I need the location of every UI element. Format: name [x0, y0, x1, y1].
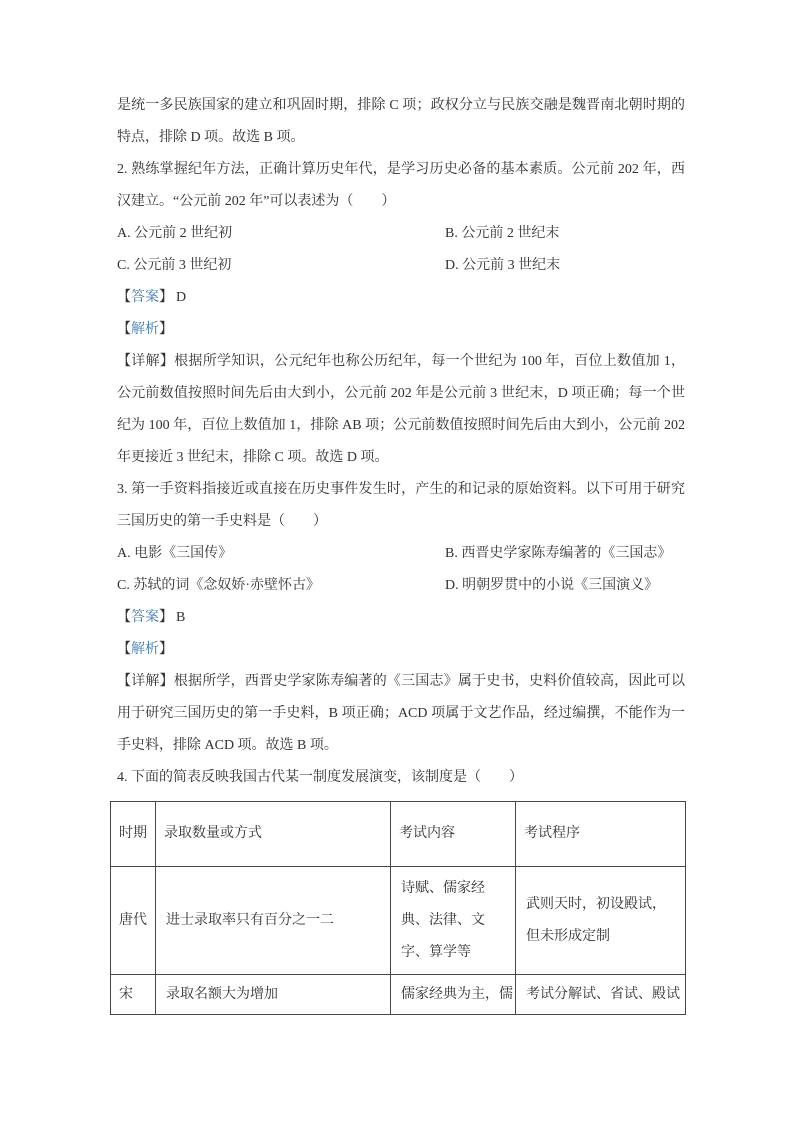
q2-option-d: D. 公元前 3 世纪末: [445, 258, 561, 273]
q3-options-row-1: [117, 538, 685, 570]
q3-option-d: D. 明朝罗贯中的小说《三国演义》: [445, 578, 659, 593]
q3-detail-explanation: 【详解】根据所学，西晋史学家陈寿编著的《三国志》属于史书，史料价值较高，因此可以用于研究三国历史的第一手史料，B 项正确；ACD 项属于文艺作品，经过编撰，不能作为一手史料，排除 ACD 项。故选 B 项。: [117, 674, 685, 753]
q4-table-header-exam-content: 考试内容: [391, 802, 516, 867]
q3-option-b: B. 西晋史学家陈寿编著的《三国志》: [445, 546, 672, 561]
q3-answer-value: B: [176, 610, 186, 625]
q3-options-row-2: [117, 570, 685, 602]
q2-option-a: A. 公元前 2 世纪初: [117, 226, 233, 241]
bracket-open: 【: [117, 642, 131, 657]
q4-table-header-row: [111, 802, 686, 867]
bracket-close: 】: [159, 642, 173, 657]
q4-cell-song-procedure: 考试分解试、省试、殿试: [516, 975, 686, 1015]
bracket-close: 】: [159, 610, 173, 625]
bracket-open: 【: [117, 290, 131, 305]
q1-explanation-tail: 是统一多民族国家的建立和巩固时期，排除 C 项；政权分立与民族交融是魏晋南北朝时期的特点，排除 D 项。故选 B 项。: [117, 98, 685, 145]
q3-option-a: A. 电影《三国传》: [117, 546, 233, 561]
q4-table-row-song: [111, 975, 686, 1015]
bracket-close: 】: [159, 290, 173, 305]
q4-table-row-tang: [111, 867, 686, 975]
answer-label: 答案: [131, 290, 159, 305]
q4-cell-tang-admission: 进士录取率只有百分之一二: [156, 867, 391, 975]
bracket-close: 】: [159, 322, 173, 337]
q3-analysis-line: [117, 634, 685, 666]
q4-cell-song-content: 儒家经典为主，儒: [391, 975, 516, 1015]
q4-stem: 4. 下面的简表反映我国古代某一制度发展演变，该制度是（ ）: [117, 770, 523, 785]
q2-option-c: C. 公元前 3 世纪初: [117, 258, 232, 273]
q4-cell-tang-content: 诗赋、儒家经典、法律、文字、算学等: [391, 867, 516, 975]
q3-stem: 3. 第一手资料指接近或直接在历史事件发生时，产生的和记录的原始资料。以下可用于研究三国历史的第一手史料是（ ）: [117, 482, 685, 529]
analysis-label: 解析: [131, 322, 159, 337]
q4-cell-song-admission: 录取名额大为增加: [156, 975, 391, 1015]
q2-answer-line: [117, 282, 685, 314]
q4-table-header-period: 时期: [111, 802, 156, 867]
bracket-open: 【: [117, 610, 131, 625]
q4-table-header-exam-procedure: 考试程序: [516, 802, 686, 867]
analysis-label: 解析: [131, 642, 159, 657]
q2-detail-explanation: 【详解】根据所学知识，公元纪年也称公历纪年，每一个世纪为 100 年，百位上数值加 1，公元前数值按照时间先后由大到小，公元前 202 年是公元前 3 世纪末，D 项正确；每一个世纪为 100 年，百位上数值加 1，排除 AB 项；公元前数值按照时间先后由大到小，公元前 202 年更接近 3 世纪末，排除 C 项。故选 D 项。: [117, 354, 685, 465]
q2-options-row-2: [117, 250, 685, 282]
answer-label: 答案: [131, 610, 159, 625]
q3-option-c: C. 苏轼的词《念奴娇·赤壁怀古》: [117, 578, 320, 593]
q4-cell-song-period: 宋: [111, 975, 156, 1015]
q4-table: [110, 801, 686, 1015]
q4-cell-tang-period: 唐代: [111, 867, 156, 975]
q2-analysis-line: [117, 314, 685, 346]
q2-option-b: B. 公元前 2 世纪末: [445, 226, 560, 241]
q2-stem: 2. 熟练掌握纪年方法，正确计算历史年代，是学习历史必备的基本素质。公元前 202 年，西汉建立。“公元前 202 年”可以表述为（ ）: [117, 162, 685, 209]
q3-answer-line: [117, 602, 685, 634]
q2-answer-value: D: [176, 290, 187, 305]
q4-cell-tang-procedure: 武则天时，初设殿试，但未形成定制: [516, 867, 686, 975]
bracket-open: 【: [117, 322, 131, 337]
document-content: [117, 90, 685, 1015]
q4-table-header-admission: 录取数量或方式: [156, 802, 391, 867]
q2-options-row-1: [117, 218, 685, 250]
